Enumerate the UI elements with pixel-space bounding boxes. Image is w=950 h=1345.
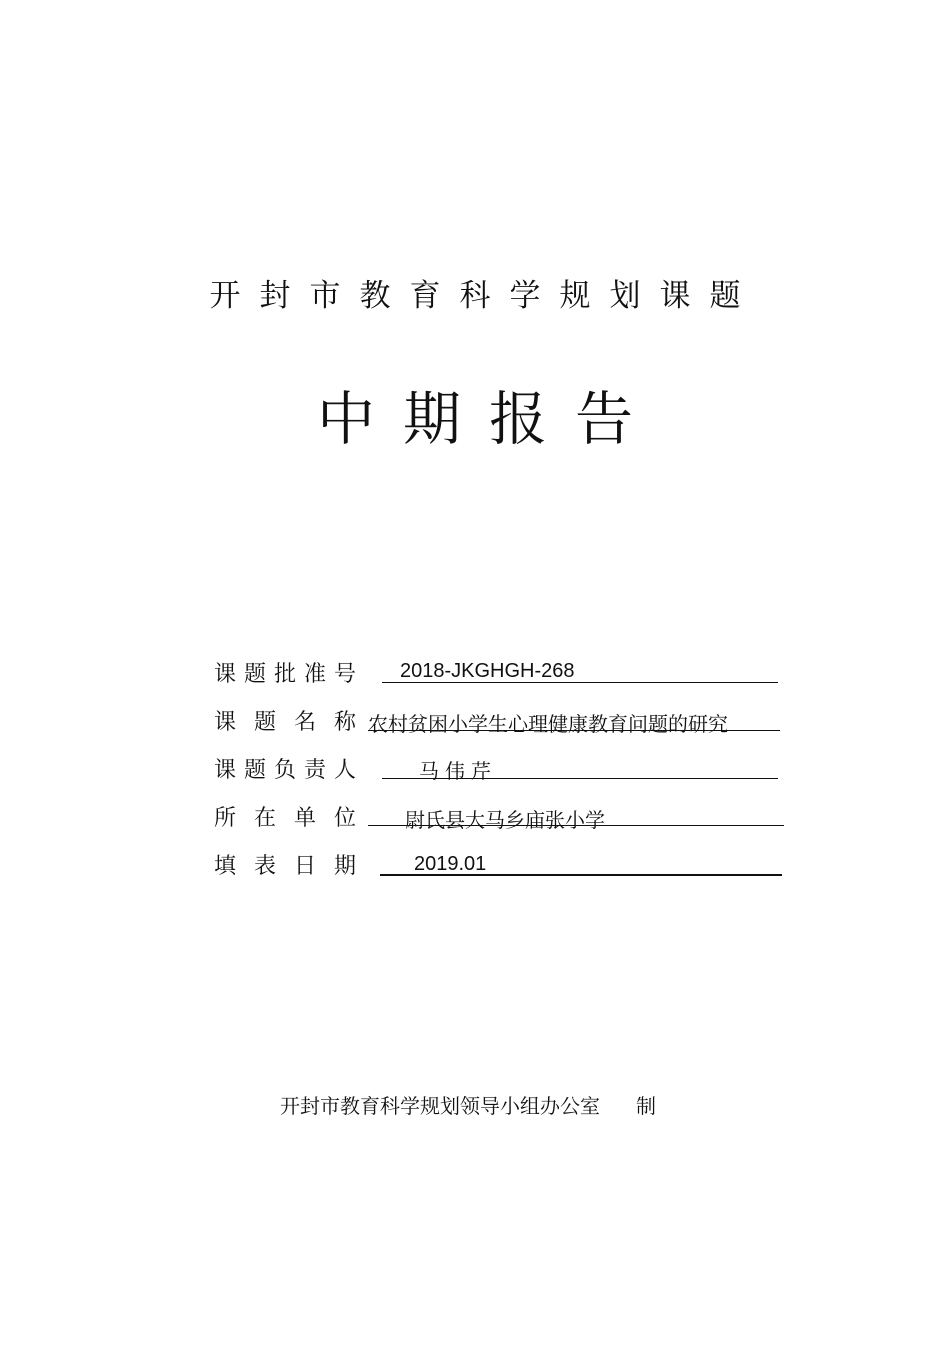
fill-date-value: 2019.01 <box>414 853 487 875</box>
footer-issuer: 开封市教育科学规划领导小组办公室 <box>280 1094 600 1118</box>
fill-date-underline <box>380 874 782 876</box>
institution-label: 所在单位 <box>214 806 375 831</box>
footer <box>280 1090 656 1119</box>
field-project-name <box>214 703 794 739</box>
project-leader-value: 马伟芹 <box>419 759 497 783</box>
project-name-underline <box>368 730 780 731</box>
field-approval-number <box>214 655 794 691</box>
field-fill-date <box>214 847 794 883</box>
report-title: 中期报告 <box>316 385 661 453</box>
field-institution <box>214 799 794 835</box>
project-leader-underline <box>382 778 778 779</box>
institution-value: 尉氏县大马乡庙张小学 <box>405 808 605 832</box>
footer-suffix: 制 <box>636 1094 656 1118</box>
fill-date-label: 填表日期 <box>214 854 375 879</box>
project-name-value: 农村贫困小学生心理健康教育问题的研究 <box>368 712 728 736</box>
header-title: 开封市教育科学规划课题 <box>209 278 760 314</box>
project-name-label: 课题名称 <box>214 710 375 735</box>
approval-number-label: 课题批准号 <box>214 662 365 687</box>
approval-number-underline <box>382 682 778 683</box>
institution-underline <box>368 825 784 826</box>
approval-number-value: 2018-JKGHGH-268 <box>400 660 575 682</box>
project-leader-label: 课题负责人 <box>214 758 365 783</box>
field-project-leader <box>214 751 794 787</box>
